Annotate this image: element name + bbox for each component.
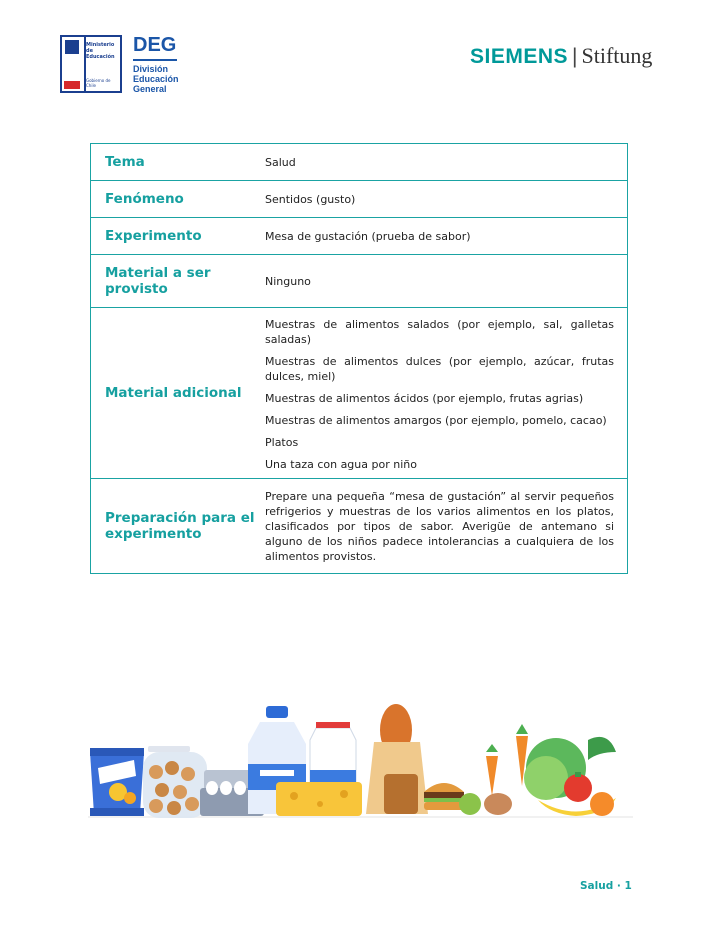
list-item: Una taza con agua por niño [265, 458, 417, 471]
page-number: Salud · 1 [580, 880, 632, 892]
row-label: Tema [105, 154, 145, 170]
mineduc-logo [60, 35, 122, 93]
government-name: Gobierno de Chile [86, 78, 111, 88]
row-value: Ninguno [265, 255, 628, 308]
row-label: Preparación para el experimento [91, 479, 266, 574]
row-label: Fenómeno [91, 181, 266, 218]
row-label: Material adicional [91, 308, 266, 479]
deg-name: División Educación General [133, 64, 179, 94]
deg-acronym: DEG [133, 34, 177, 61]
food-illustration [88, 700, 633, 822]
table-row [91, 144, 628, 181]
list-item: Muestras de alimentos dulces (por ejemplo, azúcar, frutas dulces, miel) [265, 355, 614, 383]
ministry-name: Ministerio de Educación [86, 42, 115, 60]
cookie-jar-icon [143, 746, 207, 818]
table-row [91, 308, 628, 479]
star-icon [65, 40, 79, 54]
row-label: Material a ser provisto [91, 255, 266, 308]
table-row [91, 255, 628, 308]
burger-icon [424, 783, 464, 810]
table-row [91, 479, 628, 574]
carrot-icon [486, 724, 528, 796]
material-list [265, 308, 628, 479]
page-header [0, 0, 720, 110]
chips-bag-icon [90, 748, 144, 816]
list-item: Platos [265, 436, 299, 449]
table-row [91, 218, 628, 255]
row-label: Experimento [91, 218, 266, 255]
bread-bag-icon [366, 704, 428, 814]
cheese-icon [276, 782, 362, 816]
list-item: Muestras de alimentos amargos (por ejemplo, pomelo, cacao) [265, 414, 607, 427]
row-value: Sentidos (gusto) [265, 181, 628, 218]
row-value: Mesa de gustación (prueba de sabor) [265, 218, 628, 255]
siemens-stiftung-logo: SIEMENS | Stiftung [470, 43, 653, 68]
row-value: Prepare una pequeña “mesa de gustación” al servir pequeños refrigerios y muestras de los varios alimentos en los platos, clasificados por tipos de sabor. Averigüe de antemano si alguno de los niños padece intolerancias a cualquiera de los alimentos provistos. [265, 479, 628, 574]
deg-logo [133, 34, 179, 94]
list-item: Muestras de alimentos ácidos (por ejemplo, frutas agrias) [265, 392, 584, 405]
row-value: Salud [265, 155, 296, 169]
orange-icon [590, 792, 614, 816]
apple-icon [459, 793, 512, 815]
table-row [91, 181, 628, 218]
list-item: Muestras de alimentos salados (por ejemplo, sal, galletas saladas) [265, 318, 614, 346]
info-table [90, 143, 628, 574]
